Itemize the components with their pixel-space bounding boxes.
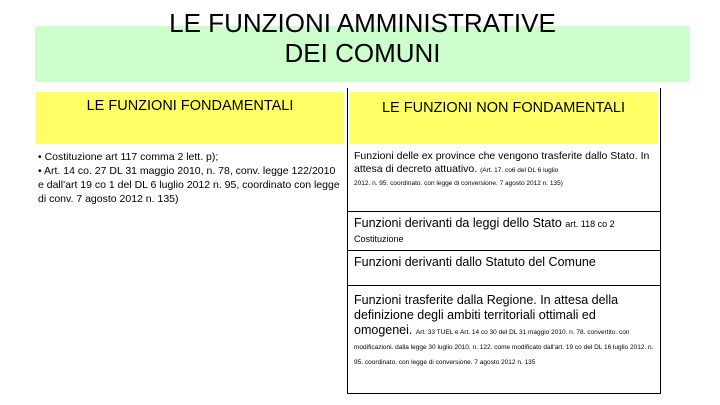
row-ex-province	[354, 150, 660, 189]
leggi-stato-ref-a: art. 118 co 2	[565, 219, 615, 229]
row-leggi-stato	[354, 216, 660, 246]
header-fondamentali: LE FUNZIONI FONDAMENTALI	[36, 92, 344, 144]
statuto-text: Funzioni derivanti dallo Statuto del Comune	[354, 255, 596, 269]
ex-province-ref-b: 2012. n. 95. coordinato. con legge di conversione. 7 agosto 2012 n. 135)	[354, 180, 563, 187]
row-divider	[347, 250, 661, 251]
column-divider	[347, 88, 348, 393]
ex-province-ref-a: (Art. 17. co6 del DL 6 luglio	[480, 167, 559, 174]
regione-ref: Art. 33 TUEL e Art. 14 co 30 del DL 31 maggio 2010. n. 78. convertito. con modificazioni. dalla legge 30 luglio 2010. n. 122. come modificato dall'art. 19 co del DL 16 luglio 2012. n. 95. coordinato. con legge di conversione. 7 agosto 2012 n. 135	[354, 329, 654, 366]
leggi-stato-ref-b: Costituzione	[354, 234, 404, 244]
regione-text: Funzioni trasferite dalla Regione. In attesa della definizione degli ambiti territoriali ottimali ed omogenei.	[354, 293, 619, 337]
header-non-fondamentali: LE FUNZIONI NON FONDAMENTALI	[350, 92, 657, 144]
fondamentali-cell	[36, 150, 344, 206]
ex-province-text: Funzioni delle ex province che vengono trasferite dallo Stato. In attesa di decreto attuativo.	[354, 150, 650, 175]
title-line-1: LE FUNZIONI AMMINISTRATIVE	[169, 8, 556, 38]
bullet-art-14: • Art. 14 co. 27 DL 31 maggio 2010, n. 78, conv. legge 122/2010 e dall'art 19 co 1 del DL 6 luglio 2012 n. 95, coordinato con legge di conv. 7 agosto 2012 n. 135)	[38, 165, 340, 205]
row-divider	[347, 285, 661, 286]
row-regione	[354, 293, 654, 368]
row-statuto	[354, 255, 660, 269]
right-border	[660, 88, 661, 393]
row-divider	[347, 211, 661, 212]
title-line-2: DEI COMUNI	[284, 38, 441, 68]
bullet-costituzione: • Costituzione art 117 comma 2 lett. p);	[38, 151, 219, 163]
row-divider	[347, 393, 661, 394]
leggi-stato-text: Funzioni derivanti da leggi dello Stato	[354, 216, 562, 230]
slide-title	[35, 8, 690, 68]
